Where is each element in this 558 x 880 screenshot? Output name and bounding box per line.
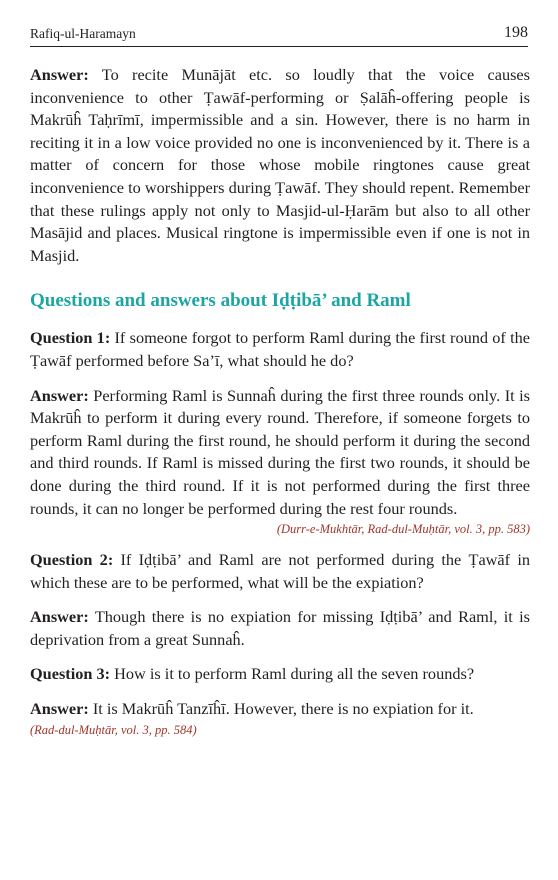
running-title: Rafiq-ul-Haramayn: [30, 26, 136, 41]
answer-text: To recite Munājāt etc. so loudly that the voice causes inconvenience to other Ṭawāf-performing or Ṣalāĥ-offering people is Makrūĥ Taḥrīmī, impermissible and a sin. However, there is no harm in reciting it in a low voice provided no one is inconvenienced by it. There is a matter of concern for those whose mobile ringtones cause great inconvenience to worshippers during Ṭawāf. They should repent. Remember that these rulings apply not only to Masjid-ul-Ḥarām but also to all other Masājid and places. Musical ringtone is impermissible even if one is not in Masjid.: [30, 65, 530, 265]
question-paragraph: [30, 549, 530, 594]
answer-label: Answer:: [30, 65, 89, 84]
answer-paragraph: [30, 385, 530, 521]
reference-citation: (Rad-dul-Muḥtār, vol. 3, pp. 584): [30, 722, 197, 737]
question-text: How is it to perform Raml during all the seven rounds?: [110, 664, 475, 684]
answer-label: Answer:: [30, 699, 89, 719]
answer-text: Performing Raml is Sunnaĥ during the first three rounds only. It is Makrūĥ to perform it during every round. Therefore, if someone forgets to perform Raml during the first round, he should perform it during the second and third rounds. If Raml is missed during the first two rounds, it should be done during the third round. If it is not performed during the first three rounds, it can no longer be performed during the rest four rounds.: [30, 385, 530, 518]
answer-label: Answer:: [30, 607, 89, 627]
answer-label: Answer:: [30, 385, 89, 405]
question-paragraph: [30, 663, 530, 686]
answer-text: Though there is no expiation for missing Iḍṭibā’ and Raml, it is deprivation from a great Sunnaĥ.: [30, 607, 530, 649]
page-header: [30, 20, 528, 47]
section-heading: Questions and answers about Iḍṭibā’ and Raml: [30, 290, 411, 312]
question-text: If Iḍṭibā’ and Raml are not performed during the Ṭawāf in which these are to be performed, what will be the expiation?: [30, 550, 530, 592]
answer-paragraph: [30, 64, 530, 267]
question-label: Question 3:: [30, 664, 111, 684]
question-label: Question 2:: [30, 550, 114, 570]
question-label: Question 1:: [30, 328, 111, 348]
question-paragraph: [30, 327, 530, 372]
reference-citation: (Durr-e-Mukhtār, Rad-dul-Muḥtār, vol. 3, pp. 583): [276, 522, 530, 537]
question-text: If someone forgot to perform Raml during the first round of the Ṭawāf performed before Sa’ī, what should he do?: [30, 328, 530, 370]
page-number: 198: [504, 24, 528, 41]
answer-text: It is Makrūĥ Tanzīĥī. However, there is no expiation for it.: [88, 699, 474, 719]
answer-paragraph: [30, 606, 530, 651]
page-content: [30, 64, 530, 750]
answer-paragraph: [30, 698, 530, 721]
